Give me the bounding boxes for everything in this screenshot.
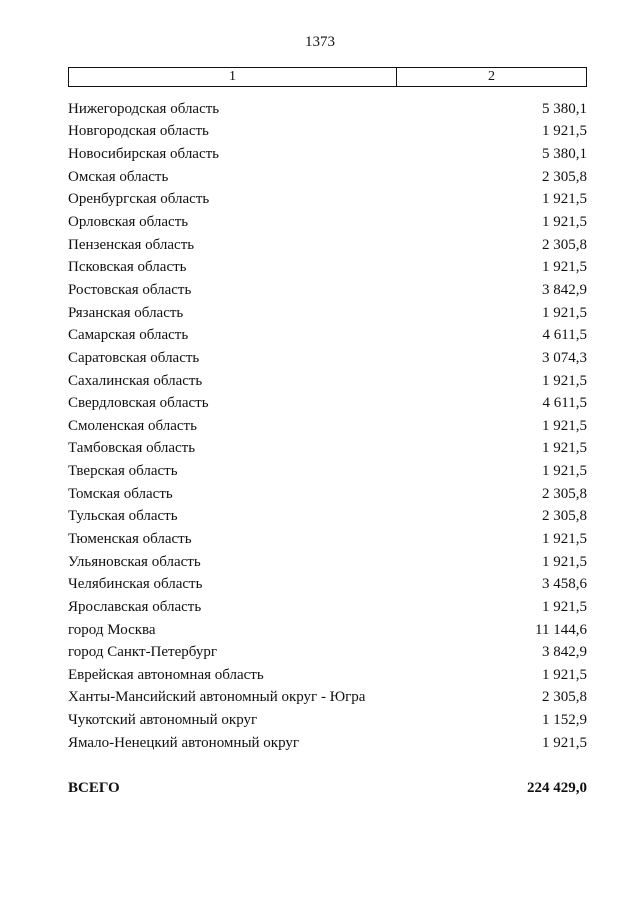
table-row [68,324,587,347]
table-row [68,664,587,687]
region-value: 3 842,9 [542,644,587,661]
region-value: 11 144,6 [535,621,587,638]
total-row [68,780,587,797]
region-value: 1 921,5 [542,417,587,434]
total-value: 224 429,0 [527,780,587,796]
region-value: 2 305,8 [542,689,587,706]
region-list [68,98,587,755]
region-name: Челябинская область [68,576,203,593]
table-row [68,256,587,279]
table-row [68,506,587,529]
table-row [68,143,587,166]
table-row [68,732,587,755]
table-row [68,347,587,370]
region-value: 1 921,5 [542,304,587,321]
region-name: Свердловская область [68,395,209,412]
region-value: 2 305,8 [542,168,587,185]
region-name: Ханты-Мансийский автономный округ - Югра [68,689,366,706]
region-name: Орловская область [68,214,189,231]
region-name: Омская область [68,168,169,185]
region-value: 1 921,5 [542,553,587,570]
table-row [68,709,587,732]
region-value: 1 921,5 [542,463,587,480]
region-value: 5 380,1 [542,146,587,163]
region-value: 1 921,5 [542,440,587,457]
table-row [68,98,587,121]
region-name: Тюменская область [68,530,192,547]
region-name: Смоленская область [68,417,197,434]
region-name: Тамбовская область [68,440,196,457]
table-row [68,121,587,144]
region-name: Ямало-Ненецкий автономный округ [68,734,300,751]
region-value: 1 921,5 [542,530,587,547]
region-name: Томская область [68,485,173,502]
table-row [68,687,587,710]
page-number: 1373 [305,34,335,50]
table-row [68,302,587,325]
region-name: Сахалинская область [68,372,203,389]
region-name: Еврейская автономная область [68,666,264,683]
region-value: 5 380,1 [542,100,587,117]
column-header-1: 1 [69,68,397,86]
region-value: 1 921,5 [542,372,587,389]
region-value: 1 921,5 [542,598,587,615]
region-value: 1 921,5 [542,734,587,751]
region-name: Рязанская область [68,304,184,321]
region-name: Ростовская область [68,281,192,298]
region-value: 3 074,3 [542,349,587,366]
region-value: 4 611,5 [542,327,587,344]
table-row [68,641,587,664]
column-header-row [68,67,587,87]
table-row [68,189,587,212]
table-row [68,166,587,189]
region-name: Самарская область [68,327,189,344]
region-name: Саратовская область [68,349,200,366]
table-row [68,392,587,415]
region-name: город Санкт-Петербург [68,644,217,661]
region-name: город Москва [68,621,156,638]
table-row [68,573,587,596]
region-value: 4 611,5 [542,395,587,412]
region-value: 1 921,5 [542,666,587,683]
table-row [68,596,587,619]
region-value: 1 921,5 [542,259,587,276]
table-row [68,415,587,438]
region-name: Нижегородская область [68,100,220,117]
column-header-2: 2 [488,69,495,84]
region-name: Ульяновская область [68,553,201,570]
table-row [68,483,587,506]
region-value: 2 305,8 [542,508,587,525]
region-name: Новгородская область [68,123,209,140]
table-row [68,551,587,574]
region-value: 3 842,9 [542,281,587,298]
region-name: Ярославская область [68,598,202,615]
region-value: 1 921,5 [542,123,587,140]
table-row [68,211,587,234]
table-row [68,234,587,257]
region-value: 1 152,9 [542,712,587,729]
table-row [68,279,587,302]
region-value: 1 921,5 [542,191,587,208]
table-row [68,619,587,642]
region-name: Псковская область [68,259,187,276]
table-row [68,370,587,393]
total-label: ВСЕГО [68,780,120,796]
table-row [68,528,587,551]
region-name: Чукотский автономный округ [68,712,258,729]
region-name: Пензенская область [68,236,195,253]
table-row [68,460,587,483]
region-value: 1 921,5 [542,214,587,231]
region-name: Тверская область [68,463,178,480]
region-value: 2 305,8 [542,485,587,502]
region-name: Оренбургская область [68,191,210,208]
region-name: Тульская область [68,508,178,525]
region-value: 2 305,8 [542,236,587,253]
region-value: 3 458,6 [542,576,587,593]
table-row [68,438,587,461]
region-name: Новосибирская область [68,146,220,163]
